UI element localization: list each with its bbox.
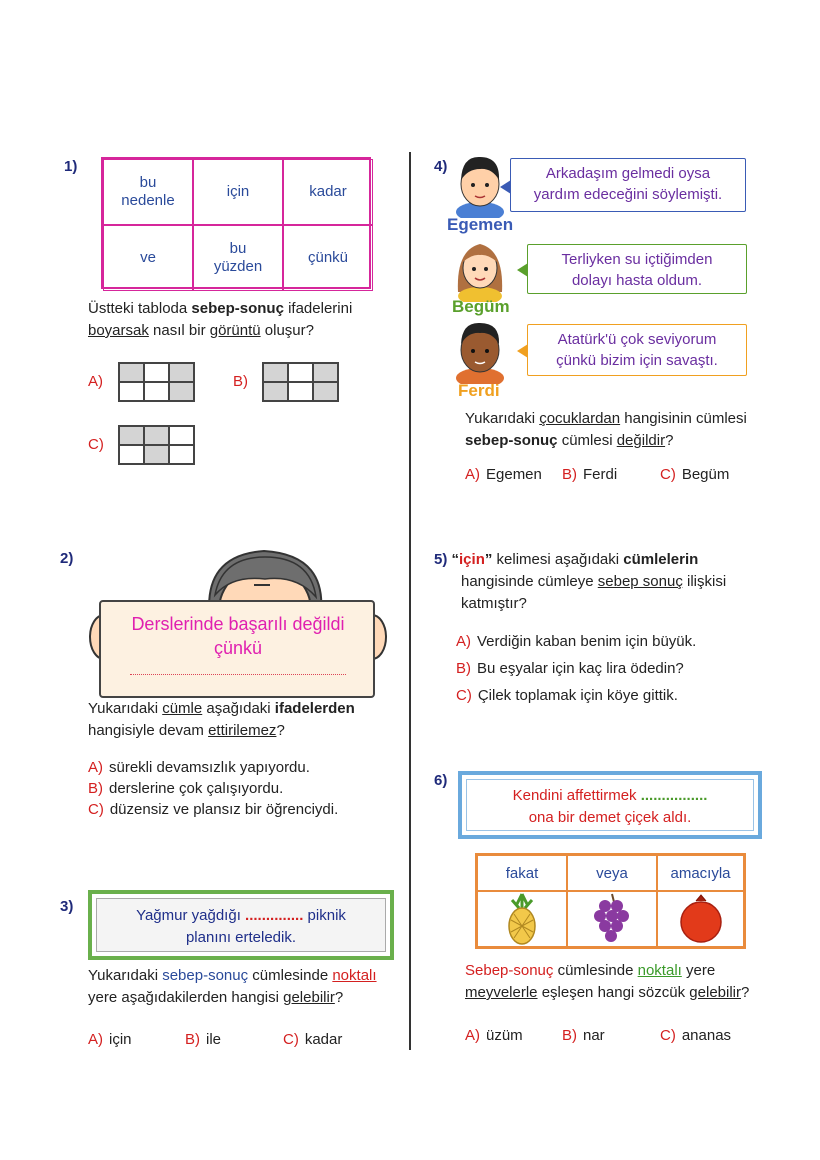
- question-3-text: Yukarıdaki sebep-sonuç cümlesinde noktalı yere aşağıdakilerden hangisi gelebilir?: [88, 967, 377, 1006]
- option-5c[interactable]: C) Çilek toplamak için köye gittik.: [456, 687, 678, 704]
- option-1b[interactable]: B): [233, 373, 248, 390]
- sign-dotted-line: [130, 674, 346, 675]
- name-begum: Begüm: [452, 297, 510, 316]
- column-divider: [409, 152, 411, 1050]
- phrase-table: [101, 157, 371, 289]
- question-number-3: 3): [60, 898, 74, 915]
- speech-bubble-egemen: Arkadaşım gelmedi oysa yardım edeceğini söylemişti.: [510, 158, 746, 212]
- question-number-1: 1): [64, 158, 78, 175]
- sentence-box: Yağmur yağdığı .............. piknik planını erteledik.: [88, 890, 394, 960]
- word-cell: fakat: [477, 855, 567, 891]
- question-2-text: Yukarıdaki cümle aşağıdaki ifadelerden hangisiyle devam ettirilemez?: [88, 700, 355, 739]
- question-6-text: Sebep-sonuç cümlesinde noktalı yere meyvelerle eşleşen hangi sözcük gelebilir?: [465, 962, 750, 1001]
- pineapple-icon: [502, 892, 542, 946]
- option-1a[interactable]: A): [88, 373, 103, 390]
- phrase-cell: bu yüzden: [193, 225, 283, 291]
- question-2-options: [88, 757, 338, 820]
- phrase-cell: kadar: [283, 159, 373, 225]
- question-number-5: 5): [434, 551, 448, 568]
- option-4b[interactable]: B) Ferdi: [562, 466, 618, 483]
- name-ferdi: Ferdi: [458, 381, 500, 400]
- option-3a[interactable]: A) için: [88, 1031, 132, 1048]
- question-5-text: 5) “için” kelimesi aşağıdaki cümlelerin hangisinde cümleye sebep sonuç ilişkisi katmıştır?: [434, 551, 727, 612]
- fruit-cell: [567, 891, 657, 947]
- option-2b[interactable]: B) derslerine çok çalışıyordu.: [88, 780, 284, 797]
- name-egemen: Egemen: [447, 215, 514, 234]
- question-5-options: [456, 628, 696, 709]
- speech-bubble-ferdi: Atatürk'ü çok seviyorum çünkü bizim için savaştı.: [527, 324, 747, 376]
- boy-ferdi-icon: [452, 318, 512, 384]
- sentence-box: Kendini affettirmek ................ ona bir demet çiçek aldı.: [458, 771, 762, 839]
- option-6b[interactable]: B) nar: [562, 1027, 605, 1044]
- question-4-text: Yukarıdaki çocuklardan hangisinin cümlesi sebep-sonuç cümlesi değildir?: [465, 410, 747, 449]
- grid-option-b[interactable]: [262, 362, 339, 402]
- phrase-cell: bu nedenle: [103, 159, 193, 225]
- bubble-pointer: [517, 344, 528, 358]
- girl-begum-icon: [452, 236, 512, 302]
- bubble-pointer: [500, 180, 511, 194]
- word-cell: veya: [567, 855, 657, 891]
- sign-text: Derslerinde başarılı değildi çünkü: [131, 614, 345, 658]
- option-3b[interactable]: B) ile: [185, 1031, 222, 1048]
- question-number-4: 4): [434, 158, 448, 175]
- option-4c[interactable]: C) Begüm: [660, 466, 730, 483]
- word-cell: amacıyla: [657, 855, 744, 891]
- speech-bubble-begum: Terliyken su içtiğimden dolayı hasta oldum.: [527, 244, 747, 294]
- question-1-text: Üstteki tabloda sebep-sonuç ifadelerini boyarsak nasıl bir görüntü oluşur?: [88, 300, 353, 339]
- question-number-6: 6): [434, 772, 448, 789]
- option-2c[interactable]: C) düzensiz ve plansız bir öğrenciydi.: [88, 801, 339, 818]
- grid-option-c[interactable]: [118, 425, 195, 465]
- option-3c[interactable]: C) kadar: [283, 1031, 343, 1048]
- phrase-cell: çünkü: [283, 225, 373, 291]
- phrase-cell: ve: [103, 225, 193, 291]
- pomegranate-icon: [678, 893, 724, 945]
- bubble-pointer: [517, 263, 528, 277]
- grid-option-a[interactable]: [118, 362, 195, 402]
- option-4a[interactable]: A) Egemen: [465, 466, 542, 483]
- question-number-2: 2): [60, 550, 74, 567]
- option-6a[interactable]: A) üzüm: [465, 1027, 523, 1044]
- word-fruit-table: [475, 853, 746, 949]
- grape-icon: [592, 892, 632, 946]
- fruit-cell: [657, 891, 744, 947]
- option-5a[interactable]: A) Verdiğin kaban benim için büyük.: [456, 633, 697, 650]
- option-1c[interactable]: C): [88, 436, 104, 453]
- option-2a[interactable]: A) sürekli devamsızlık yapıyordu.: [88, 759, 310, 776]
- option-5b[interactable]: B) Bu eşyalar için kaç lira ödedin?: [456, 660, 684, 677]
- option-6c[interactable]: C) ananas: [660, 1027, 732, 1044]
- fruit-cell: [477, 891, 567, 947]
- phrase-cell: için: [193, 159, 283, 225]
